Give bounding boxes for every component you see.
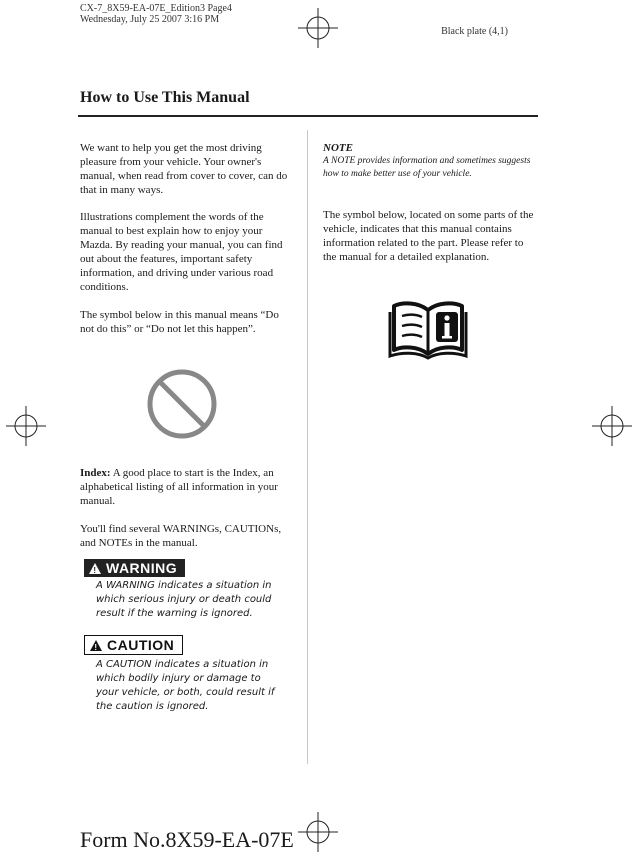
black-plate-label: Black plate (4,1) xyxy=(441,26,508,37)
index-block xyxy=(80,466,292,508)
slug-line-1: CX-7_8X59-EA-07E_Edition3 Page4 xyxy=(80,3,232,14)
symbol-paragraph: The symbol below in this manual means “Do not do this” or “Do not let this happen”. xyxy=(80,309,279,335)
intro-paragraph: We want to help you get the most driving pleasure from your vehicle. Your owner's manual, when read from cover to cover, can do that in many ways. xyxy=(80,142,288,196)
right-column xyxy=(323,141,535,181)
caution-text: A CAUTION indicates a situation in which bodily injury or damage to your vehicle, or both, could result if the caution is ignored. xyxy=(96,659,275,712)
warning-label: WARNING xyxy=(106,560,178,576)
manual-info-icon xyxy=(388,296,468,360)
registration-mark-icon xyxy=(6,406,46,446)
part-symbol-block xyxy=(323,208,535,264)
illustrations-paragraph: Illustrations complement the words of the manual to best explain how to enjoy your Mazda. By reading your manual, you can find out about the features, important safety information, and driving under various road conditions. xyxy=(80,211,283,293)
form-number: Form No.8X59-EA-07E xyxy=(80,827,294,852)
index-label: Index: xyxy=(80,467,111,479)
note-label: NOTE xyxy=(323,142,353,154)
print-slug xyxy=(80,3,232,25)
warning-triangle-icon xyxy=(88,562,102,575)
slug-line-2: Wednesday, July 25 2007 3:16 PM xyxy=(80,14,220,25)
note-text: A NOTE provides information and sometimes suggests how to make better use of your vehicle. xyxy=(323,156,531,179)
part-symbol-paragraph: The symbol below, located on some parts of the vehicle, indicates that this manual contains information related to the part. Please refer to the manual for a detailed explanation. xyxy=(323,209,534,263)
illustrations-block xyxy=(80,210,292,294)
svg-text:!: ! xyxy=(93,565,97,575)
registration-mark-icon xyxy=(592,406,632,446)
index-paragraph xyxy=(80,466,292,508)
notices-block xyxy=(80,522,292,550)
symbol-block xyxy=(80,308,292,336)
page-title: How to Use This Manual xyxy=(80,89,250,106)
registration-mark-icon xyxy=(298,8,338,48)
prohibition-icon xyxy=(146,368,218,440)
left-column xyxy=(80,141,292,197)
warning-text: A WARNING indicates a situation in which serious injury or death could result if the warning is ignored. xyxy=(96,580,272,619)
caution-badge xyxy=(84,635,183,657)
title-rule xyxy=(78,115,538,117)
notices-paragraph: You'll find several WARNINGs, CAUTIONs, and NOTEs in the manual. xyxy=(80,523,282,549)
warning-badge xyxy=(84,559,185,580)
column-divider xyxy=(307,130,308,764)
svg-text:!: ! xyxy=(94,642,98,652)
registration-mark-icon xyxy=(298,812,338,852)
caution-label: CAUTION xyxy=(107,637,175,653)
index-text: A good place to start is the Index, an alphabetical listing of all information in your manual. xyxy=(80,467,278,507)
warning-triangle-icon xyxy=(89,639,103,652)
